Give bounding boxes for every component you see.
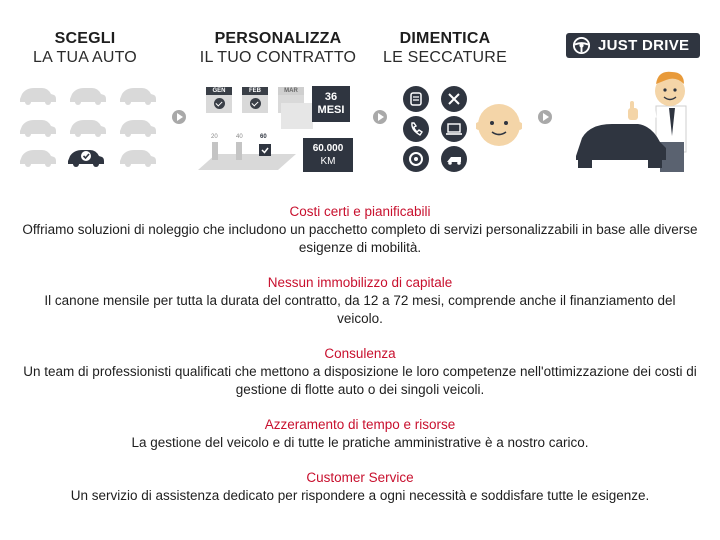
section-time-title: Azzeramento di tempo e risorse <box>264 417 456 432</box>
section-costs <box>20 203 700 257</box>
smiley-face-icon <box>476 102 522 148</box>
just-drive-badge <box>566 33 700 58</box>
brand-name: JUST DRIVE <box>598 37 690 54</box>
check-icon <box>250 98 261 109</box>
steering-wheel-icon <box>572 36 591 55</box>
phone-icon <box>403 116 429 142</box>
step-forget-heading: DIMENTICA <box>399 30 491 47</box>
arrow-icon-2 <box>373 110 387 124</box>
duration-box <box>312 86 350 122</box>
calendar-month-1-label: GEN <box>206 87 232 95</box>
wrench-icon <box>441 86 467 112</box>
section-customer-service-text: Un servizio di assistenza dedicato per rispondere a ogni necessità e soddisfare tutte le esigenze. <box>70 488 650 503</box>
arrow-icon-1 <box>172 110 186 124</box>
step-customize-heading: PERSONALIZZA <box>214 30 342 47</box>
step-forget-subheading: LE SECCATURE <box>383 49 507 66</box>
happy-driver-illustration <box>568 66 698 174</box>
section-consulting <box>20 345 700 399</box>
calendar-month-2-label: FEB <box>242 87 268 95</box>
calendar-month-2 <box>242 87 268 113</box>
section-customer-service <box>20 469 700 505</box>
check-icon <box>214 98 225 109</box>
duration-unit: MESI <box>317 104 345 116</box>
car-service-icon <box>403 86 429 112</box>
km-box <box>303 138 353 172</box>
section-consulting-title: Consulenza <box>324 346 396 361</box>
section-capital-text: Il canone mensile per tutta la durata del contratto, da 12 a 72 mesi, comprende anche il finanziamento del veicolo. <box>44 293 676 326</box>
section-time-text: La gestione del veicolo e di tutte le pratiche amministrative è a nostro carico. <box>131 435 589 450</box>
step-forget-title <box>360 30 530 67</box>
step-choose-title <box>0 30 170 67</box>
km-option-1: 20 <box>211 134 218 140</box>
section-capital <box>20 274 700 328</box>
km-option-2: 40 <box>236 134 243 140</box>
km-value: 60.000 <box>312 143 344 154</box>
section-time <box>20 416 700 452</box>
tire-icon <box>403 146 429 172</box>
calendar-month-3-label: MAR <box>278 87 304 95</box>
car-grid <box>18 84 158 172</box>
section-costs-title: Costi certi e pianificabili <box>289 204 431 219</box>
duration-value: 36 <box>324 91 338 103</box>
step-choose-subheading: LA TUA AUTO <box>33 49 137 66</box>
calendar-shadow <box>281 103 313 129</box>
section-capital-title: Nessun immobilizzo di capitale <box>267 275 453 290</box>
step-choose-heading: SCEGLI <box>54 30 116 47</box>
section-costs-text: Offriamo soluzioni di noleggio che includono un pacchetto completo di servizi personalizzabili in base alle diverse esigenze di mobilità. <box>22 222 698 255</box>
arrow-icon-3 <box>538 110 552 124</box>
tow-truck-icon <box>441 146 467 172</box>
km-option-3: 60 <box>260 134 267 140</box>
step-customize-title <box>193 30 363 67</box>
km-unit: KM <box>320 156 336 167</box>
step-customize-subheading: IL TUO CONTRATTO <box>199 49 357 66</box>
laptop-icon <box>441 116 467 142</box>
calendar-month-1 <box>206 87 232 113</box>
section-customer-service-title: Customer Service <box>306 470 414 485</box>
section-consulting-text: Un team di professionisti qualificati che mettono a disposizione le loro competenze nell'ottimizzazione dei costi di gestione di flotte auto o dei singoli veicoli. <box>23 364 697 397</box>
